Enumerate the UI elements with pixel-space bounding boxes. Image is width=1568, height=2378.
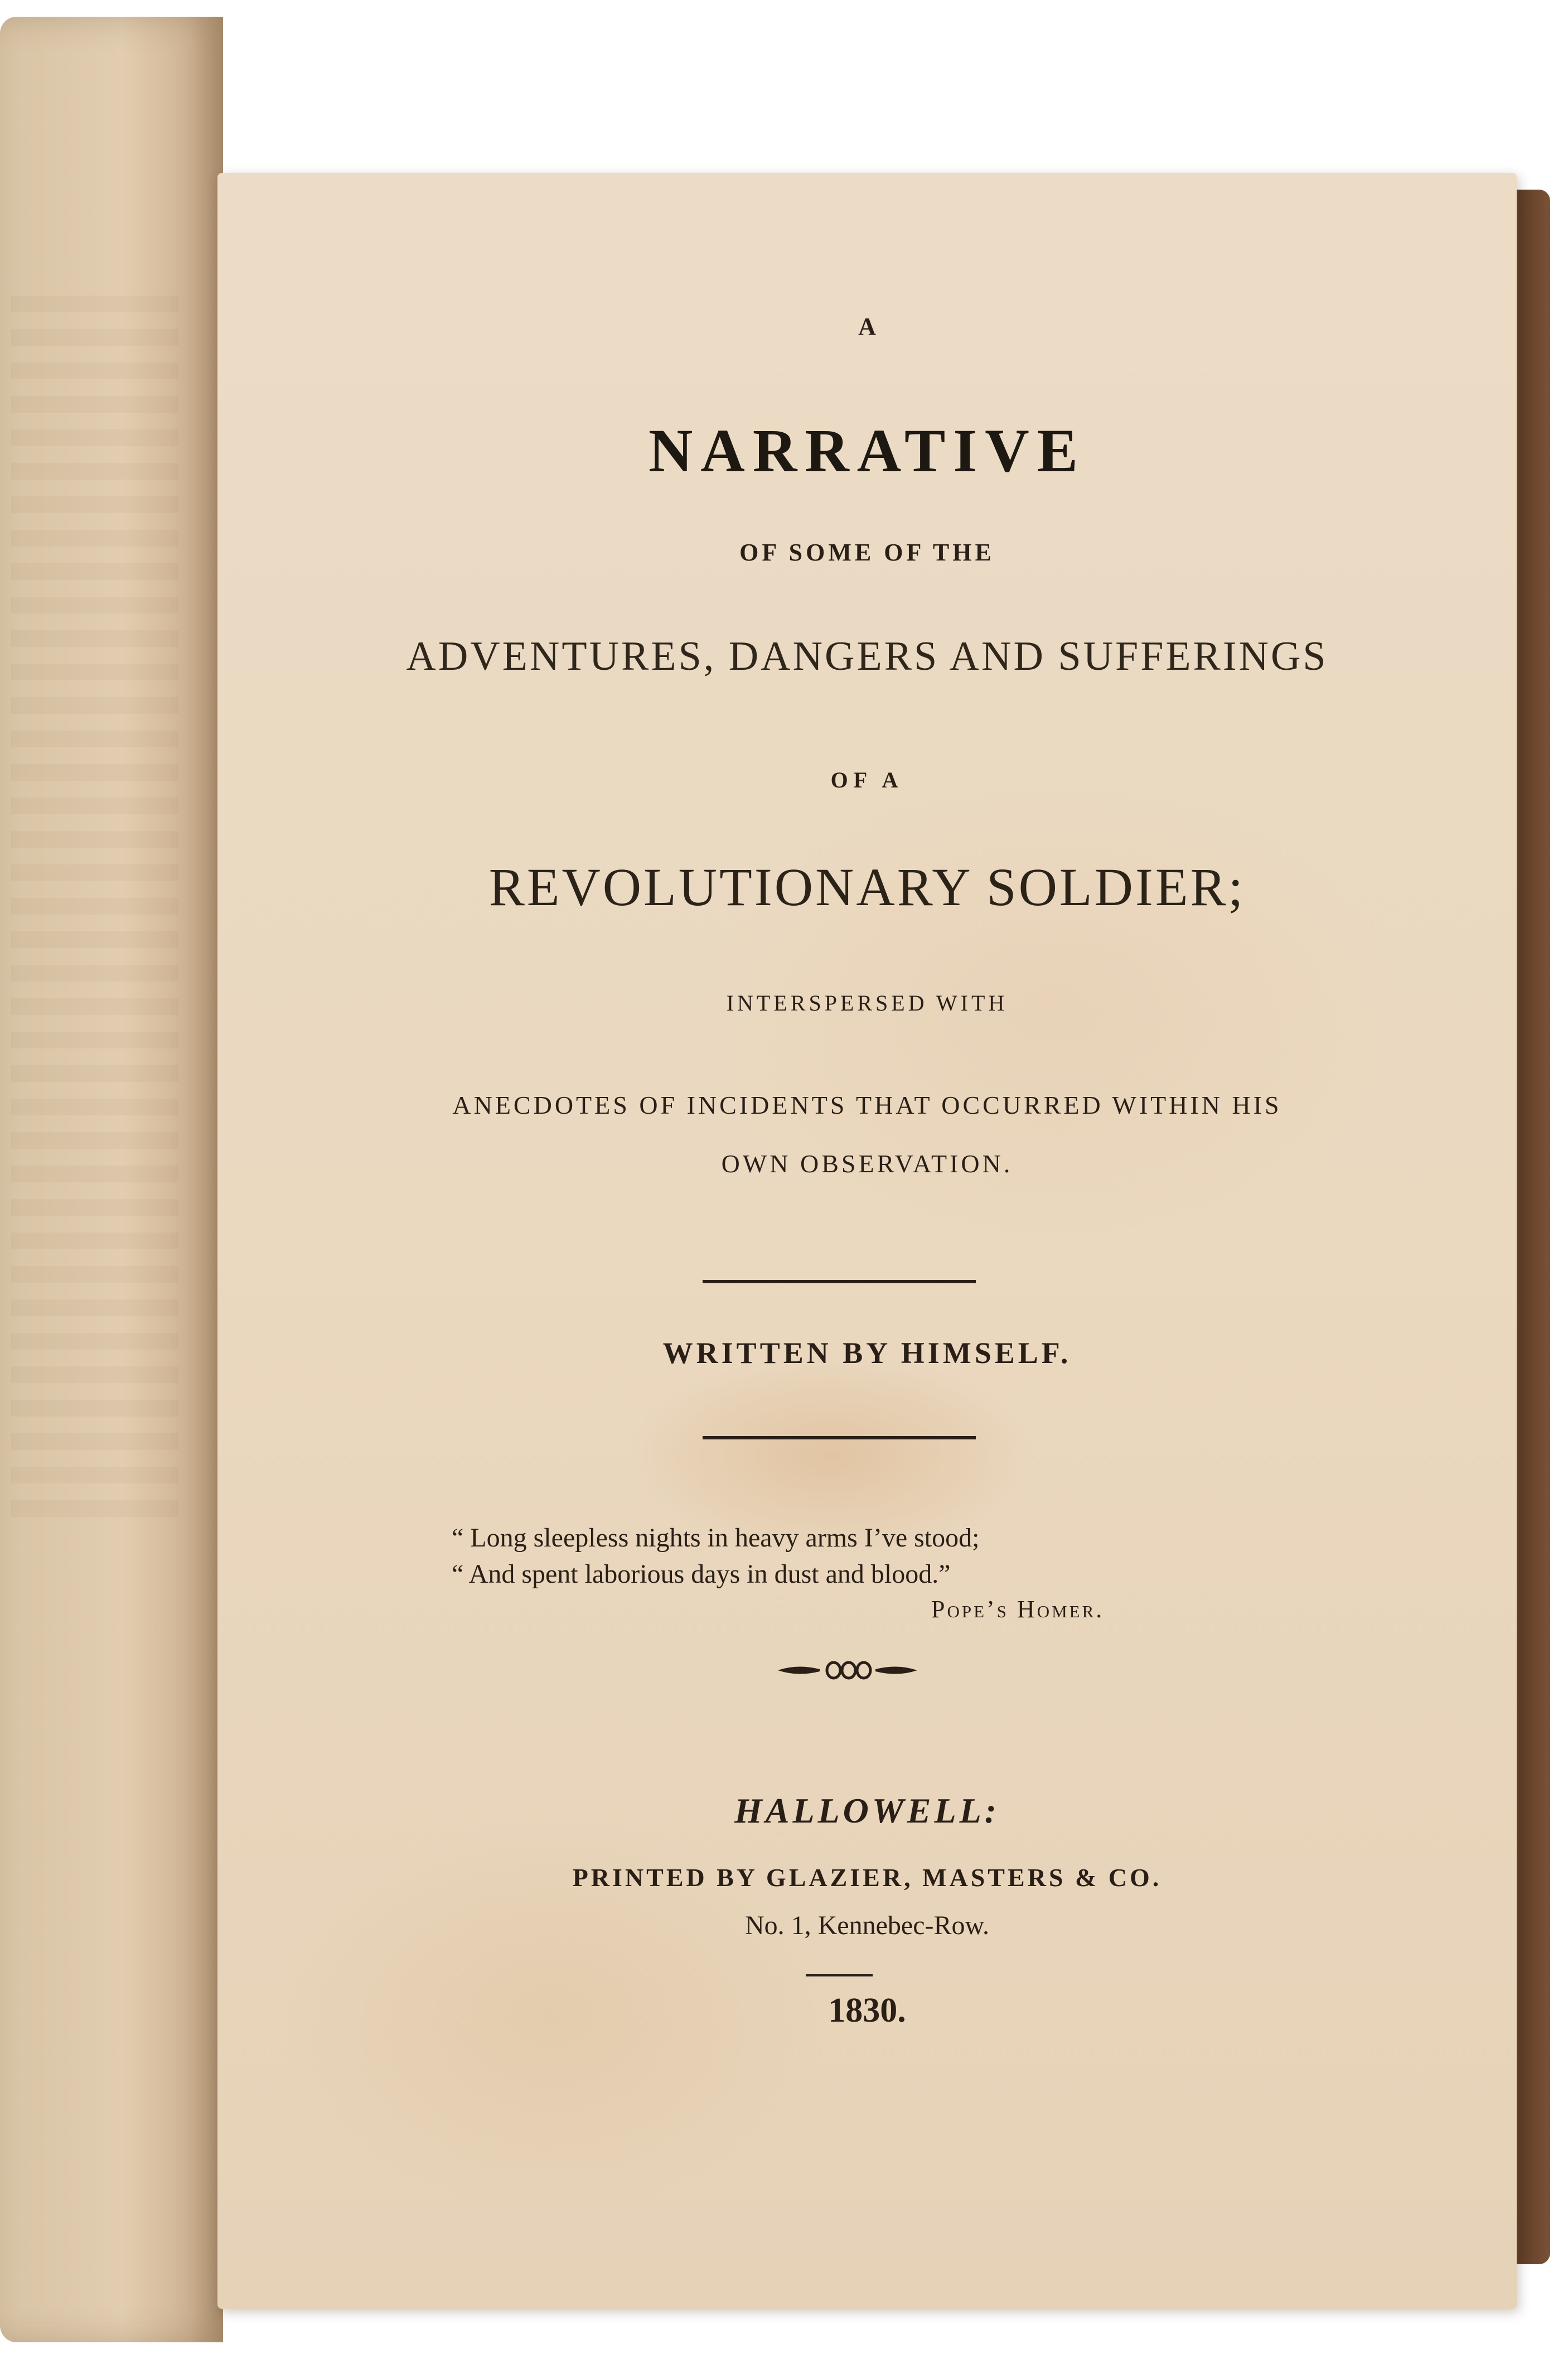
imprint-place: HALLOWELL: [734,1791,1000,1830]
title-article: A [858,313,876,340]
title-page [217,173,1517,2309]
imprint-address: No. 1, Kennebec-Row. [744,1911,990,1940]
title-line-interspersed: INTERSPERSED WITH [726,990,1008,1016]
title-line-of-some: OF SOME OF THE [739,539,995,566]
title-line-observation: OWN OBSERVATION. [721,1149,1013,1178]
title-line-anecdotes: ANECDOTES OF INCIDENTS THAT OCCURRED WITHIN HIS [452,1091,1282,1119]
top-rule [703,1280,976,1283]
epigraph-attribution: Pope’s Homer. [931,1596,1105,1623]
printer-ornament-icon [775,1659,920,1681]
epigraph-line-2: “ And spent laborious days in dust and blood.” [452,1559,951,1589]
facing-left-page [0,17,223,2342]
epigraph-line-1: “ Long sleepless nights in heavy arms I’ve stood; [452,1523,980,1553]
year-rule [806,1974,873,1976]
imprint-printer: PRINTED BY GLAZIER, MASTERS & CO. [572,1863,1162,1892]
title-main: NARRATIVE [648,417,1086,485]
bottom-rule [703,1436,976,1439]
title-line-of-a: OF A [830,767,904,792]
imprint-year: 1830. [828,1992,906,2029]
authorship-line: WRITTEN BY HIMSELF. [662,1336,1072,1370]
title-line-soldier: REVOLUTIONARY SOLDIER; [488,857,1246,917]
left-page-show-through [11,296,178,1522]
title-line-adventures: ADVENTURES, DANGERS AND SUFFERINGS [406,634,1328,679]
